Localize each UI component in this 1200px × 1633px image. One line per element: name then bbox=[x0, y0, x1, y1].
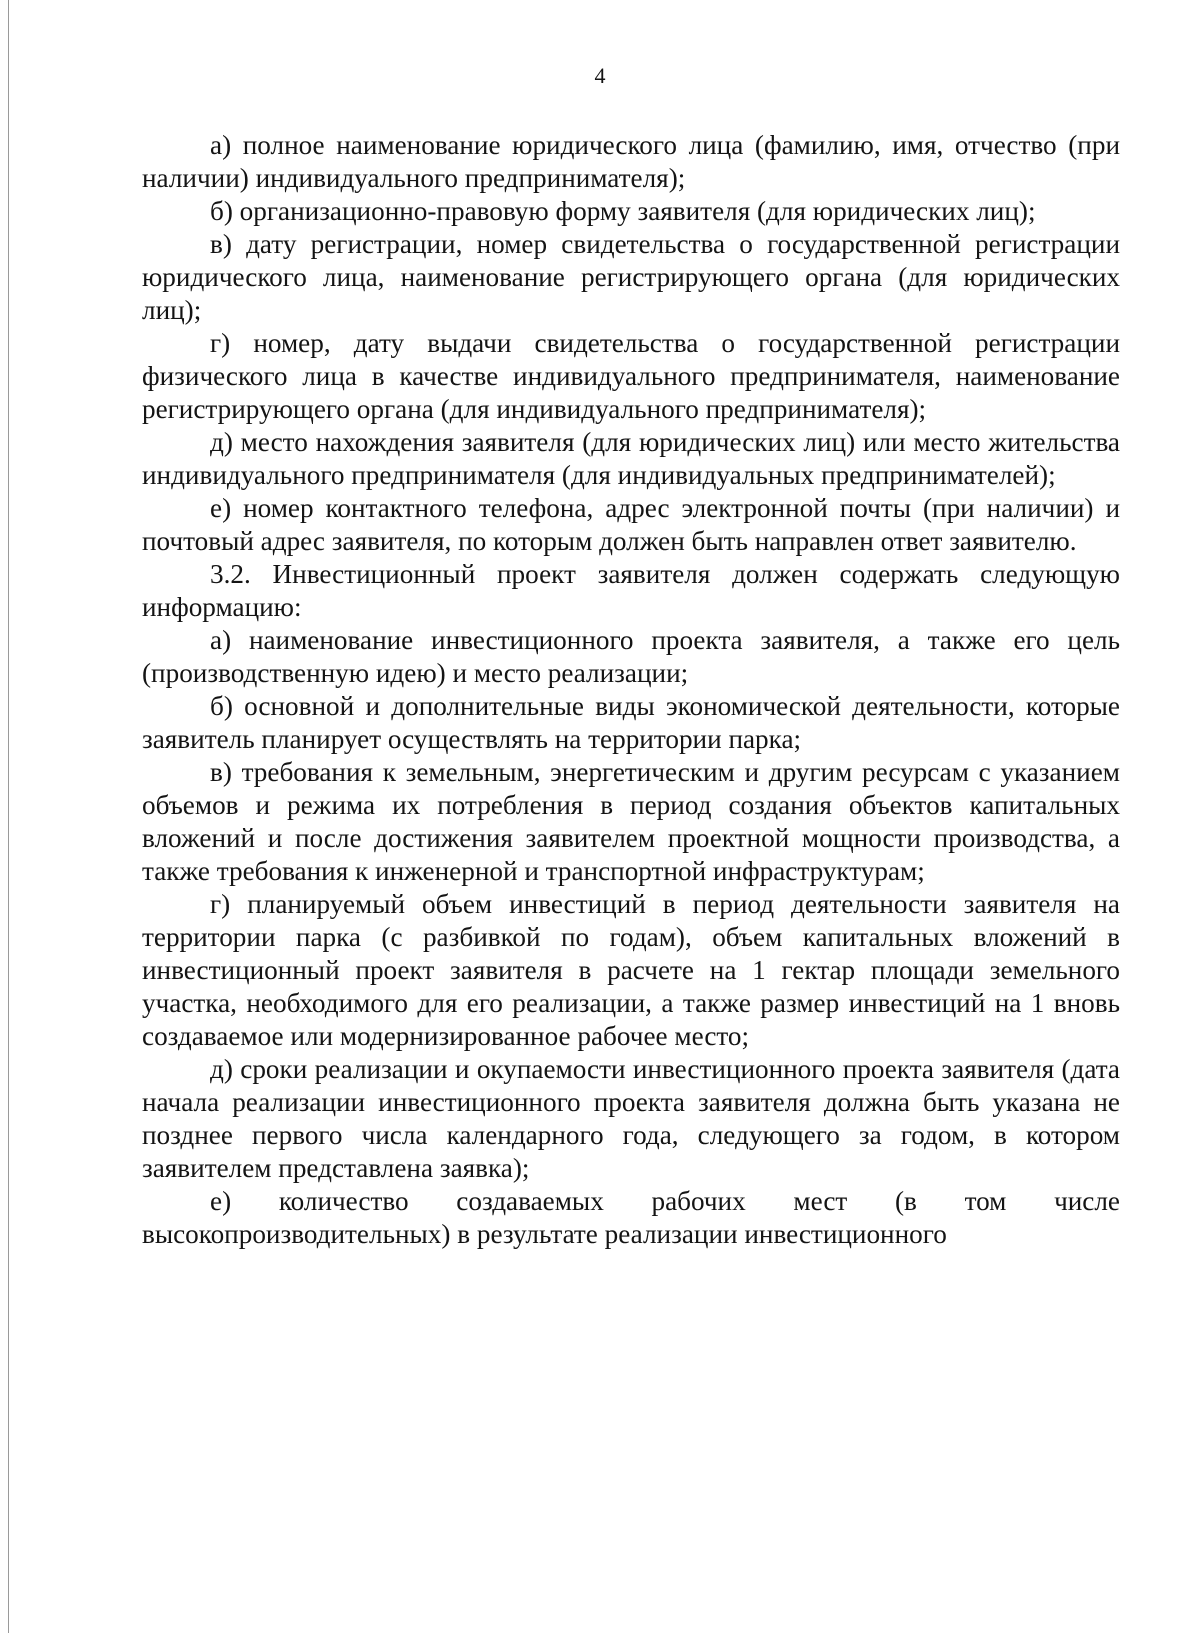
document-body bbox=[142, 129, 1120, 1251]
paragraph-b-legal-form: б) организационно-правовую форму заявителя (для юридических лиц); bbox=[210, 196, 1036, 226]
paragraph-a-full-name: а) полное наименование юридического лица (фамилию, имя, отчество (при наличии) индивидуального предпринимателя); bbox=[142, 130, 1120, 193]
paragraph-3-2-project-info: 3.2. Инвестиционный проект заявителя должен содержать следующую информацию: bbox=[142, 559, 1120, 622]
paragraph-v-registration-date: в) дату регистрации, номер свидетельства о государственной регистрации юридического лица, наименование регистрирующего органа (для юридических лиц); bbox=[142, 229, 1120, 325]
paragraph-e-contacts: е) номер контактного телефона, адрес электронной почты (при наличии) и почтовый адрес заявителя, по которым должен быть направлен ответ заявителю. bbox=[142, 493, 1120, 556]
paragraph-a-project-name: а) наименование инвестиционного проекта заявителя, а также его цель (производственную идею) и место реализации; bbox=[142, 625, 1120, 688]
paragraph-g-certificate-number: г) номер, дату выдачи свидетельства о государственной регистрации физического лица в качестве индивидуального предпринимателя, наименование регистрирующего органа (для индивидуального предпринимателя); bbox=[142, 328, 1120, 424]
paragraph-e-jobs-count: е) количество создаваемых рабочих мест (в том числе высокопроизводительных) в результате реализации инвестиционного bbox=[142, 1186, 1120, 1249]
page-number: 4 bbox=[594, 63, 606, 88]
paragraph-b-activity-types: б) основной и дополнительные виды экономической деятельности, которые заявитель планирует осуществлять на территории парка; bbox=[142, 691, 1120, 754]
paragraph-d-implementation-terms: д) сроки реализации и окупаемости инвестиционного проекта заявителя (дата начала реализации инвестиционного проекта заявителя должна быть указана не позднее первого числа календарного года, следующего за годом, в котором заявителем представлена заявка); bbox=[142, 1054, 1120, 1183]
paragraph-v-resource-requirements: в) требования к земельным, энергетическим и другим ресурсам с указанием объемов и режима их потребления в период создания объектов капитальных вложений и после достижения заявителем проектной мощности производства, а также требования к инженерной и транспортной инфраструктурам; bbox=[142, 757, 1120, 886]
paragraph-g-investment-volume: г) планируемый объем инвестиций в период деятельности заявителя на территории парка (с разбивкой по годам), объем капитальных вложений в инвестиционный проект заявителя в расчете на 1 гектар площади земельного участка, необходимого для его реализации, а также размер инвестиций на 1 вновь создаваемое или модернизированное рабочее место; bbox=[142, 889, 1120, 1051]
paragraph-d-location: д) место нахождения заявителя (для юридических лиц) или место жительства индивидуального предпринимателя (для индивидуальных предпринимателей); bbox=[142, 427, 1120, 490]
